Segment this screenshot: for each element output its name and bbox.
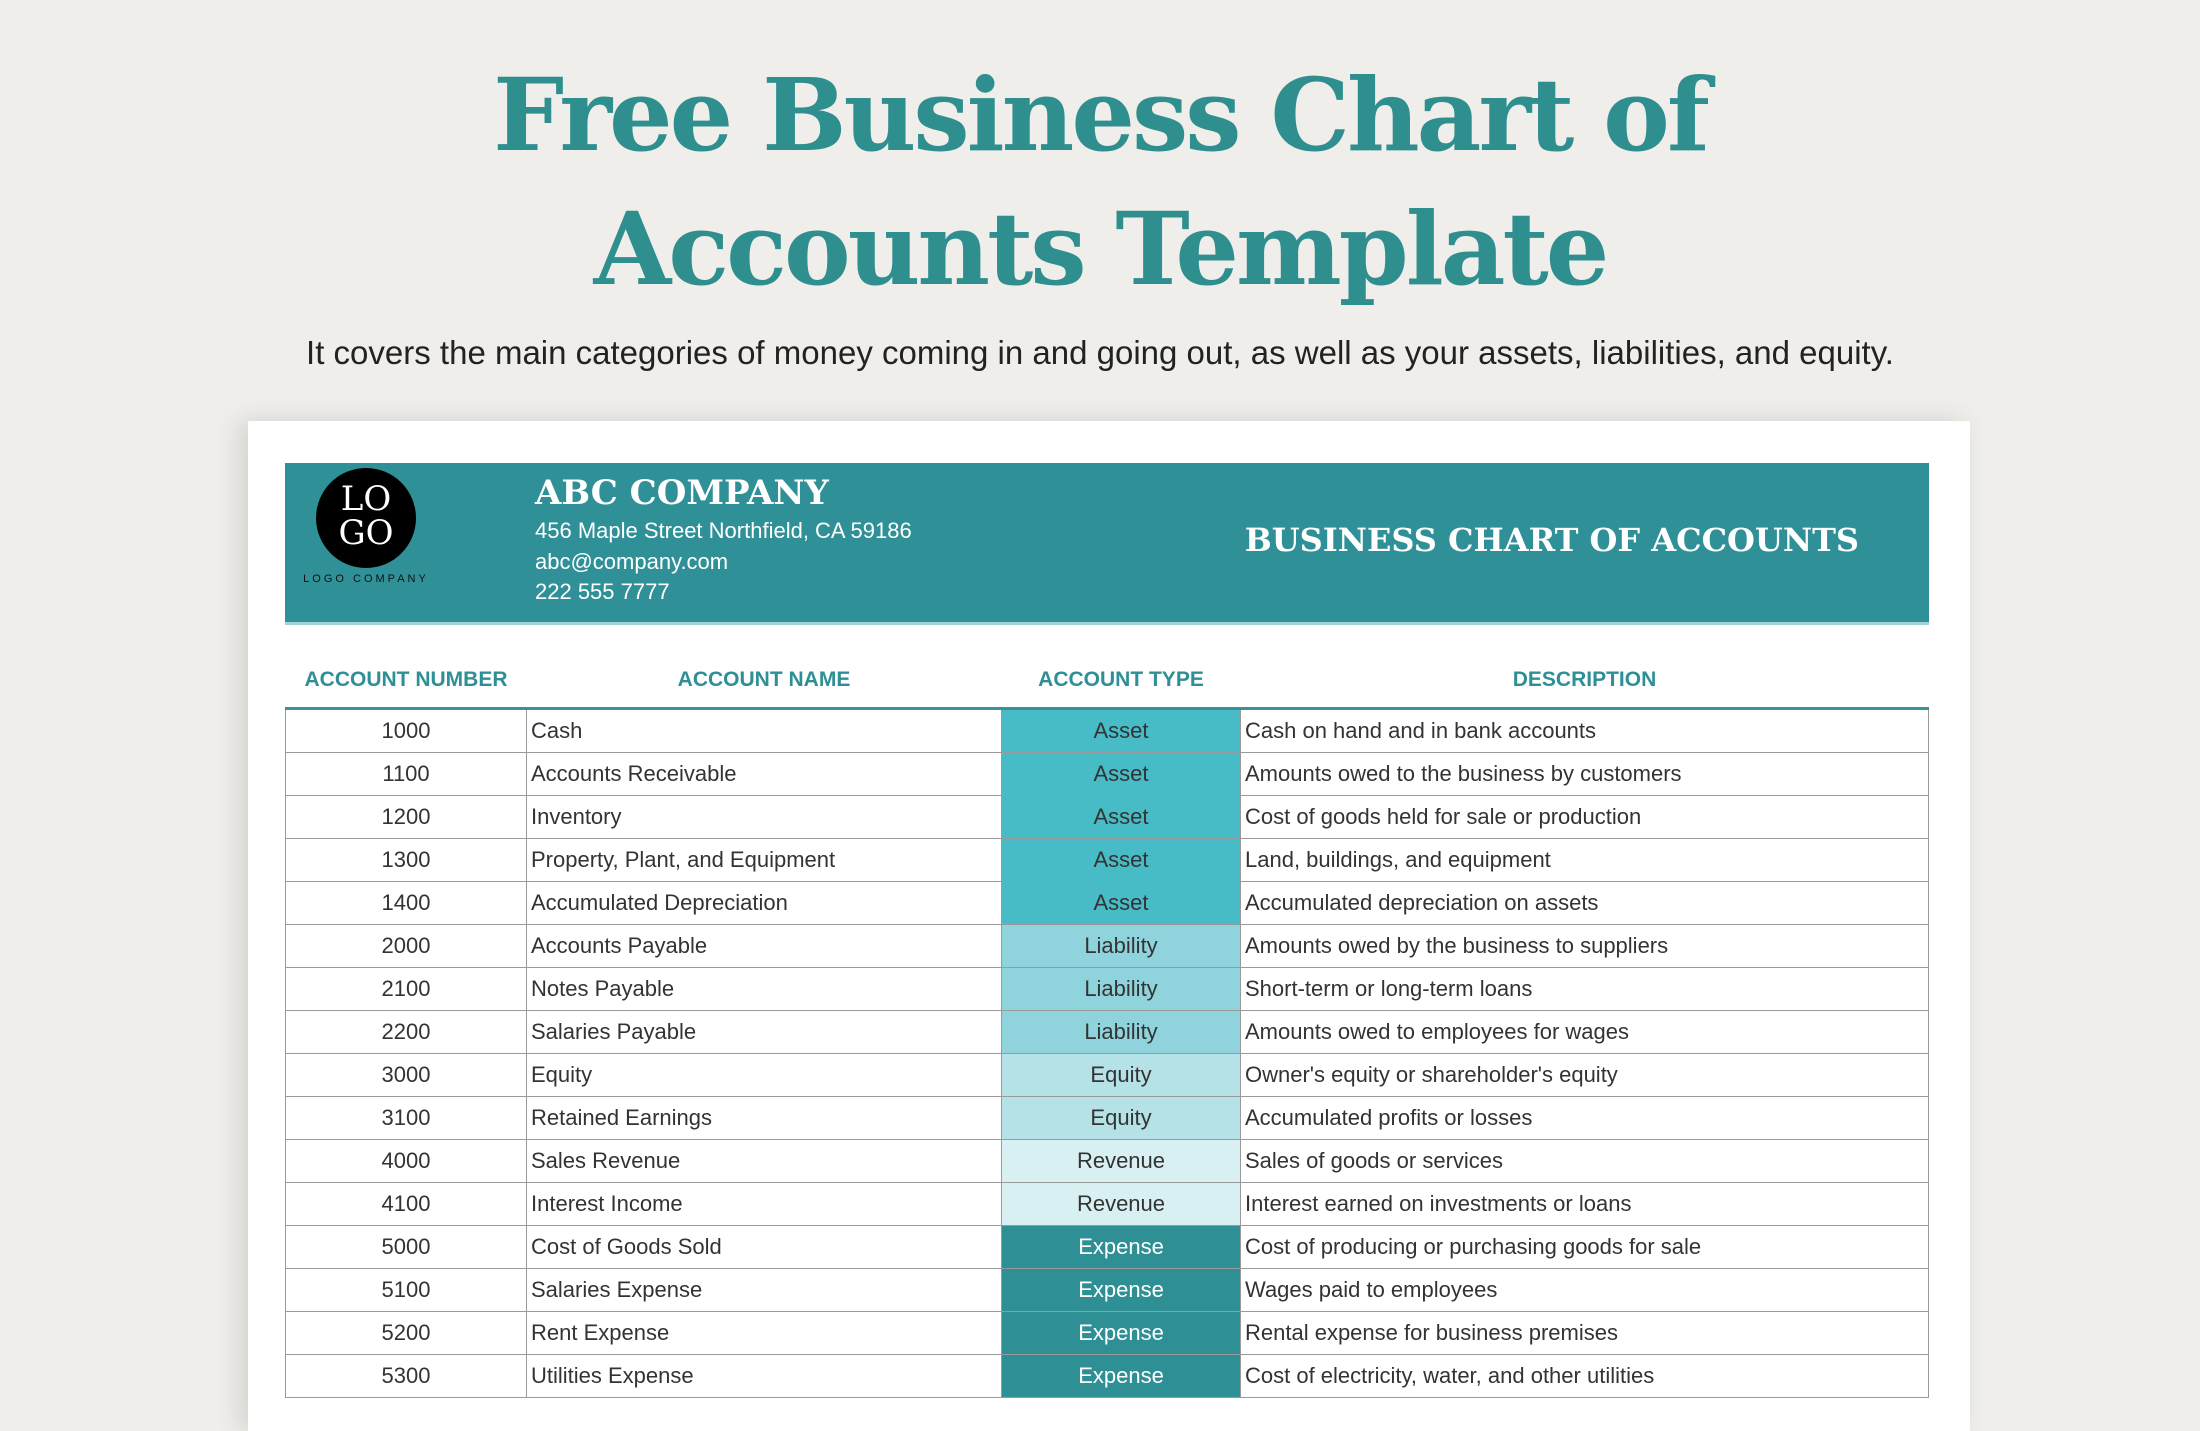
account-name-cell: Cost of Goods Sold: [527, 1226, 1002, 1269]
accounts-table: [285, 653, 1929, 1398]
table-row: [286, 839, 1929, 882]
logo-text-bottom: GO: [338, 513, 394, 553]
account-type-cell: Expense: [1002, 1269, 1241, 1312]
account-type-cell: Asset: [1002, 882, 1241, 925]
col-account-type: ACCOUNT TYPE: [1002, 653, 1241, 709]
account-name-cell: Inventory: [527, 796, 1002, 839]
account-number-cell: 3000: [286, 1054, 527, 1097]
account-number-cell: 3100: [286, 1097, 527, 1140]
company-address: 456 Maple Street Northfield, CA 59186: [535, 518, 912, 543]
table-row: [286, 1183, 1929, 1226]
account-type-cell: Expense: [1002, 1312, 1241, 1355]
subtitle: It covers the main categories of money coming in and going out, as well as your assets, liabilities, and equity.: [306, 334, 1894, 371]
account-type-cell: Revenue: [1002, 1183, 1241, 1226]
account-number-cell: 1300: [286, 839, 527, 882]
account-name-cell: Interest Income: [527, 1183, 1002, 1226]
account-type-cell: Asset: [1002, 709, 1241, 753]
account-number-cell: 4100: [286, 1183, 527, 1226]
table-row: [286, 709, 1929, 753]
account-name-cell: Retained Earnings: [527, 1097, 1002, 1140]
col-account-number: ACCOUNT NUMBER: [286, 653, 527, 709]
table-row: [286, 968, 1929, 1011]
description-cell: Rental expense for business premises: [1241, 1312, 1929, 1355]
account-name-cell: Property, Plant, and Equipment: [527, 839, 1002, 882]
table-row: [286, 1226, 1929, 1269]
description-cell: Interest earned on investments or loans: [1241, 1183, 1929, 1226]
description-cell: Amounts owed to the business by customers: [1241, 753, 1929, 796]
company-email: abc@company.com: [535, 549, 729, 574]
account-number-cell: 1400: [286, 882, 527, 925]
account-number-cell: 1000: [286, 709, 527, 753]
description-cell: Sales of goods or services: [1241, 1140, 1929, 1183]
account-type-cell: Asset: [1002, 796, 1241, 839]
table-row: [286, 1054, 1929, 1097]
document-title: BUSINESS CHART OF ACCOUNTS: [1244, 521, 1859, 559]
table-row: [286, 796, 1929, 839]
account-name-cell: Salaries Expense: [527, 1269, 1002, 1312]
logo-caption: LOGO COMPANY: [303, 573, 429, 585]
account-number-cell: 2000: [286, 925, 527, 968]
table-row: [286, 1140, 1929, 1183]
account-name-cell: Equity: [527, 1054, 1002, 1097]
logo-text-top: LO: [340, 479, 392, 519]
account-name-cell: Sales Revenue: [527, 1140, 1002, 1183]
table-row: [286, 753, 1929, 796]
table-row: [286, 1312, 1929, 1355]
description-cell: Land, buildings, and equipment: [1241, 839, 1929, 882]
account-type-cell: Equity: [1002, 1054, 1241, 1097]
description-cell: Cost of producing or purchasing goods for sale: [1241, 1226, 1929, 1269]
description-cell: Accumulated profits or losses: [1241, 1097, 1929, 1140]
account-type-cell: Expense: [1002, 1226, 1241, 1269]
account-name-cell: Salaries Payable: [527, 1011, 1002, 1054]
account-name-cell: Cash: [527, 709, 1002, 753]
account-number-cell: 2200: [286, 1011, 527, 1054]
description-cell: Owner's equity or shareholder's equity: [1241, 1054, 1929, 1097]
title-line-2: Accounts Template: [593, 190, 1607, 308]
col-account-name: ACCOUNT NAME: [527, 653, 1002, 709]
company-phone: 222 555 7777: [535, 579, 670, 604]
table-row: [286, 925, 1929, 968]
account-name-cell: Utilities Expense: [527, 1355, 1002, 1398]
account-type-cell: Expense: [1002, 1355, 1241, 1398]
table-row: [286, 1097, 1929, 1140]
account-type-cell: Asset: [1002, 839, 1241, 882]
account-name-cell: Accounts Receivable: [527, 753, 1002, 796]
page-title: [0, 48, 2200, 316]
account-type-cell: Liability: [1002, 968, 1241, 1011]
table-header-row: [286, 653, 1929, 709]
description-cell: Cost of goods held for sale or production: [1241, 796, 1929, 839]
account-name-cell: Accounts Payable: [527, 925, 1002, 968]
account-number-cell: 5000: [286, 1226, 527, 1269]
account-number-cell: 2100: [286, 968, 527, 1011]
description-cell: Cash on hand and in bank accounts: [1241, 709, 1929, 753]
account-number-cell: 5200: [286, 1312, 527, 1355]
title-line-1: Free Business Chart of: [493, 56, 1707, 174]
document-sheet: [248, 421, 1970, 1431]
company-name: ABC COMPANY: [535, 473, 829, 513]
description-cell: Cost of electricity, water, and other utilities: [1241, 1355, 1929, 1398]
account-type-cell: Liability: [1002, 1011, 1241, 1054]
col-description: DESCRIPTION: [1241, 653, 1929, 709]
description-cell: Short-term or long-term loans: [1241, 968, 1929, 1011]
account-number-cell: 1200: [286, 796, 527, 839]
table-row: [286, 882, 1929, 925]
table-row: [286, 1355, 1929, 1398]
account-name-cell: Notes Payable: [527, 968, 1002, 1011]
account-type-cell: Revenue: [1002, 1140, 1241, 1183]
account-number-cell: 5100: [286, 1269, 527, 1312]
logo: [316, 468, 416, 568]
description-cell: Amounts owed to employees for wages: [1241, 1011, 1929, 1054]
description-cell: Amounts owed by the business to suppliers: [1241, 925, 1929, 968]
description-cell: Wages paid to employees: [1241, 1269, 1929, 1312]
account-number-cell: 4000: [286, 1140, 527, 1183]
company-header: [285, 463, 1929, 625]
account-type-cell: Liability: [1002, 925, 1241, 968]
account-number-cell: 1100: [286, 753, 527, 796]
account-name-cell: Rent Expense: [527, 1312, 1002, 1355]
description-cell: Accumulated depreciation on assets: [1241, 882, 1929, 925]
table-row: [286, 1269, 1929, 1312]
account-number-cell: 5300: [286, 1355, 527, 1398]
table-row: [286, 1011, 1929, 1054]
account-type-cell: Equity: [1002, 1097, 1241, 1140]
account-type-cell: Asset: [1002, 753, 1241, 796]
account-name-cell: Accumulated Depreciation: [527, 882, 1002, 925]
